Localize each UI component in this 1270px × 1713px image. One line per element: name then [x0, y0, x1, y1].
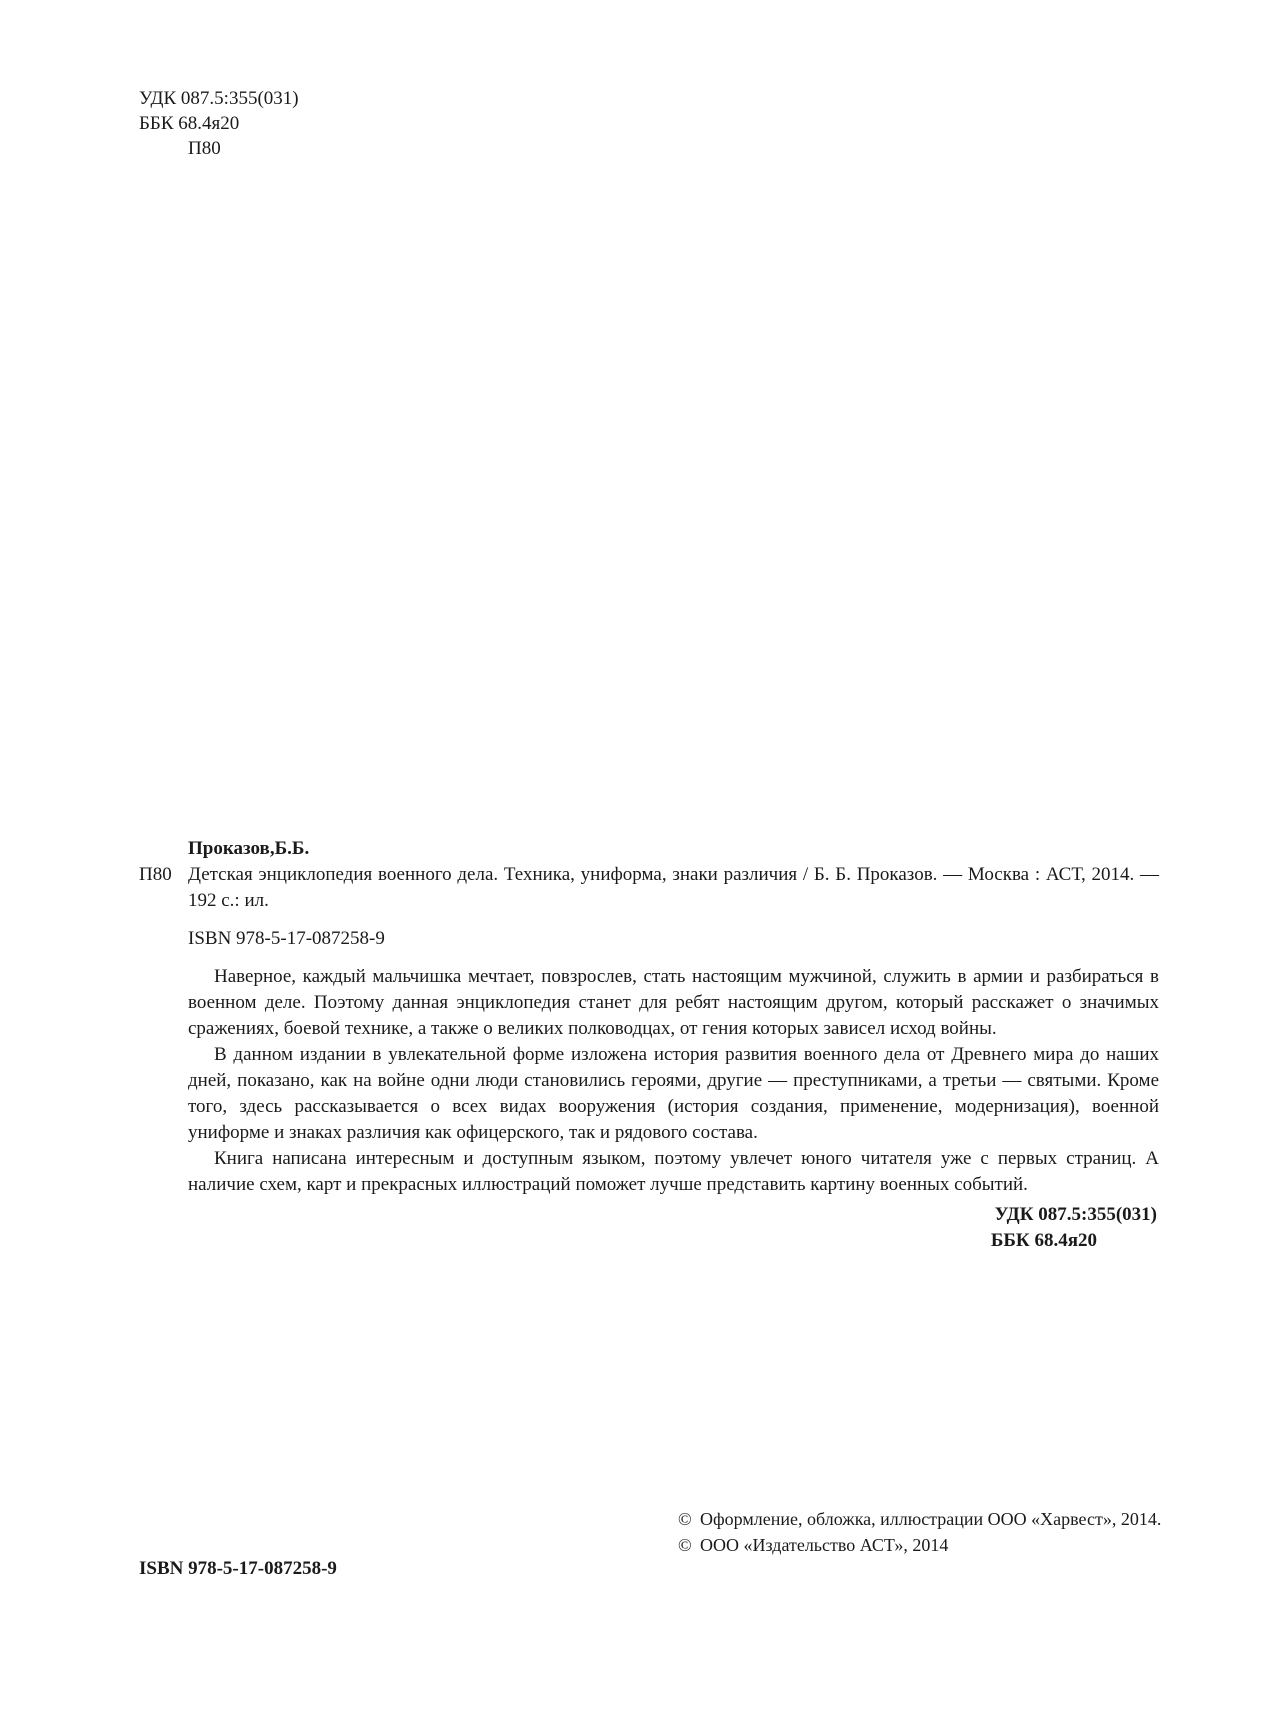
copyright-notices: [678, 1506, 1163, 1558]
annotation-paragraph: В данном издании в увлекательной форме изложена история развития военного дела от Древнего мира до наших дней, показано, как на войне одни люди становились героями, другие — преступниками, а третьи — святыми. Кроме того, здесь рассказывается о всех видах вооружения (история создания, применение, модернизация), военной униформе и знаках различия как офицерского, так и рядового состава.: [188, 1044, 1159, 1143]
isbn-line: ISBN 978-5-17-087258-9: [188, 928, 385, 949]
copyright-icon: ©: [678, 1509, 692, 1529]
footer-isbn: ISBN 978-5-17-087258-9: [139, 1558, 337, 1579]
annotation-paragraph: Книга написана интересным и доступным языком, поэтому увлечет юного читателя уже с первых страниц. А наличие схем, карт и прекрасных иллюстраций поможет лучше представить картину военных событий.: [188, 1148, 1159, 1195]
author-heading: Проказов,Б.Б.: [188, 838, 310, 859]
udk-code-bold: УДК 087.5:355(031): [994, 1204, 1157, 1225]
classification-codes-top: [139, 86, 299, 161]
copyright-item: [678, 1506, 1163, 1532]
annotation: [188, 964, 1159, 1198]
call-number: П80: [139, 864, 172, 885]
bbk-code-bold: ББК 68.4я20: [990, 1230, 1097, 1251]
catalog-entry: [139, 862, 1159, 914]
bibliographic-record: [139, 836, 1159, 1254]
copyright-text: ООО «Издательство АСТ», 2014: [700, 1535, 949, 1555]
author-mark: П80: [188, 138, 221, 159]
classification-codes-bottom: [139, 1202, 1157, 1254]
copyright-text: Оформление, обложка, иллюстрации ООО «Харвест», 2014.: [700, 1509, 1162, 1529]
annotation-paragraph: Наверное, каждый мальчишка мечтает, повзрослев, стать настоящим мужчиной, служить в армии и разбираться в военном деле. Поэтому данная энциклопедия станет для ребят настоящим другом, который расскажет о значимых сражениях, боевой технике, а также о великих полководцах, от гения которых зависел исход войны.: [188, 966, 1159, 1039]
bbk-code: ББК 68.4я20: [139, 113, 240, 134]
copyright-item: [678, 1532, 1163, 1558]
udk-code: УДК 087.5:355(031): [139, 88, 299, 109]
title-statement: Детская энциклопедия военного дела. Техника, униформа, знаки различия / Б. Б. Проказов. — Москва : АСТ, 2014. — 192 с.: ил.: [188, 864, 1159, 911]
copyright-icon: ©: [678, 1535, 692, 1555]
